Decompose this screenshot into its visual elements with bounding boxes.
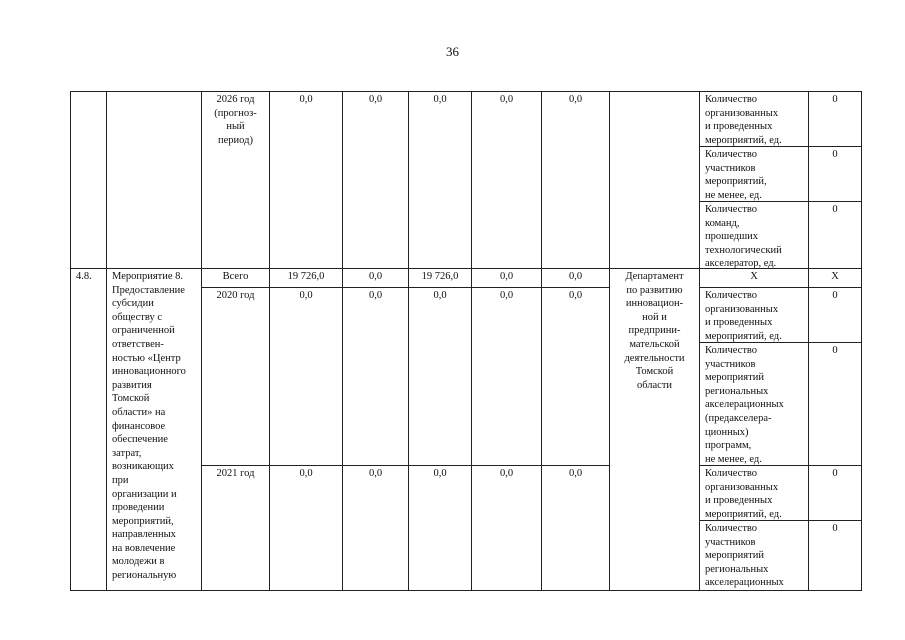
row-number: 4.8. [76, 271, 92, 282]
indicator-2026-events-value: 0 [832, 94, 838, 105]
value-2020-local: 0,0 [499, 290, 514, 301]
value-2026-other: 0,0 [568, 94, 583, 105]
indicator-2020-events-value: 0 [832, 290, 838, 301]
total-value-regional: 19 726,0 [421, 271, 459, 282]
year-2020-label: 2020 год [216, 290, 255, 301]
indicator-2020-participants: Количество участников мероприятий региональных акселерационных (предакселера- ционных) программ, не менее, ед. [705, 345, 784, 465]
year-2021-label: 2021 год [216, 468, 255, 479]
value-2020-total: 0,0 [299, 290, 313, 301]
indicator-2026-participants: Количество участников мероприятий, не менее, ед. [705, 149, 767, 201]
value-2020-regional: 0,0 [433, 290, 447, 301]
value-2020-federal: 0,0 [368, 290, 383, 301]
indicator-2026-teams: Количество команд, прошедших технологический акселератор, ед. [705, 204, 782, 270]
indicator-2026-participants-value: 0 [832, 149, 838, 160]
value-2020-other: 0,0 [568, 290, 583, 301]
indicator-2020-participants-value: 0 [832, 345, 838, 356]
executor-name: Департамент по развитию инновацион- ной и предприни- мательской деятельности Томской области [624, 271, 685, 391]
total-value-local: 0,0 [499, 271, 514, 282]
value-2021-other: 0,0 [568, 468, 583, 479]
indicator-2020-events: Количество организованных и проведенных мероприятий, ед. [705, 290, 782, 342]
value-2021-total: 0,0 [299, 468, 313, 479]
total-label: Всего [222, 271, 249, 282]
value-2026-local: 0,0 [499, 94, 514, 105]
indicator-2021-participants: Количество участников мероприятий региональных акселерационных [705, 523, 784, 589]
total-indicator-value: Х [831, 271, 839, 282]
total-value-all: 19 726,0 [287, 271, 325, 282]
value-2026-regional: 0,0 [433, 94, 447, 105]
total-indicator: Х [750, 271, 758, 282]
indicator-2021-events: Количество организованных и проведенных мероприятий, ед. [705, 468, 782, 520]
value-2021-federal: 0,0 [368, 468, 383, 479]
indicator-2021-participants-value: 0 [832, 523, 838, 534]
indicator-2021-events-value: 0 [832, 468, 838, 479]
indicator-2026-events: Количество организованных и проведенных мероприятий, ед. [705, 94, 782, 146]
page-number: 36 [446, 44, 459, 59]
year-2026-label: 2026 год (прогноз- ный период) [214, 94, 257, 146]
value-2026-total: 0,0 [299, 94, 313, 105]
value-2021-regional: 0,0 [433, 468, 447, 479]
measure-name: Мероприятие 8. Предоставление субсидии обществу с ограниченной ответствен- ностью «Центр инновационного развития Томской области» на финансовое обеспечение затрат, возникающих при организации и проведении мероприятий, направленных на вовлечение молодежи в региональную [112, 271, 186, 582]
value-2021-local: 0,0 [499, 468, 514, 479]
indicator-2026-teams-value: 0 [832, 204, 838, 215]
total-value-federal: 0,0 [368, 271, 383, 282]
total-value-other: 0,0 [568, 271, 583, 282]
value-2026-federal: 0,0 [368, 94, 383, 105]
